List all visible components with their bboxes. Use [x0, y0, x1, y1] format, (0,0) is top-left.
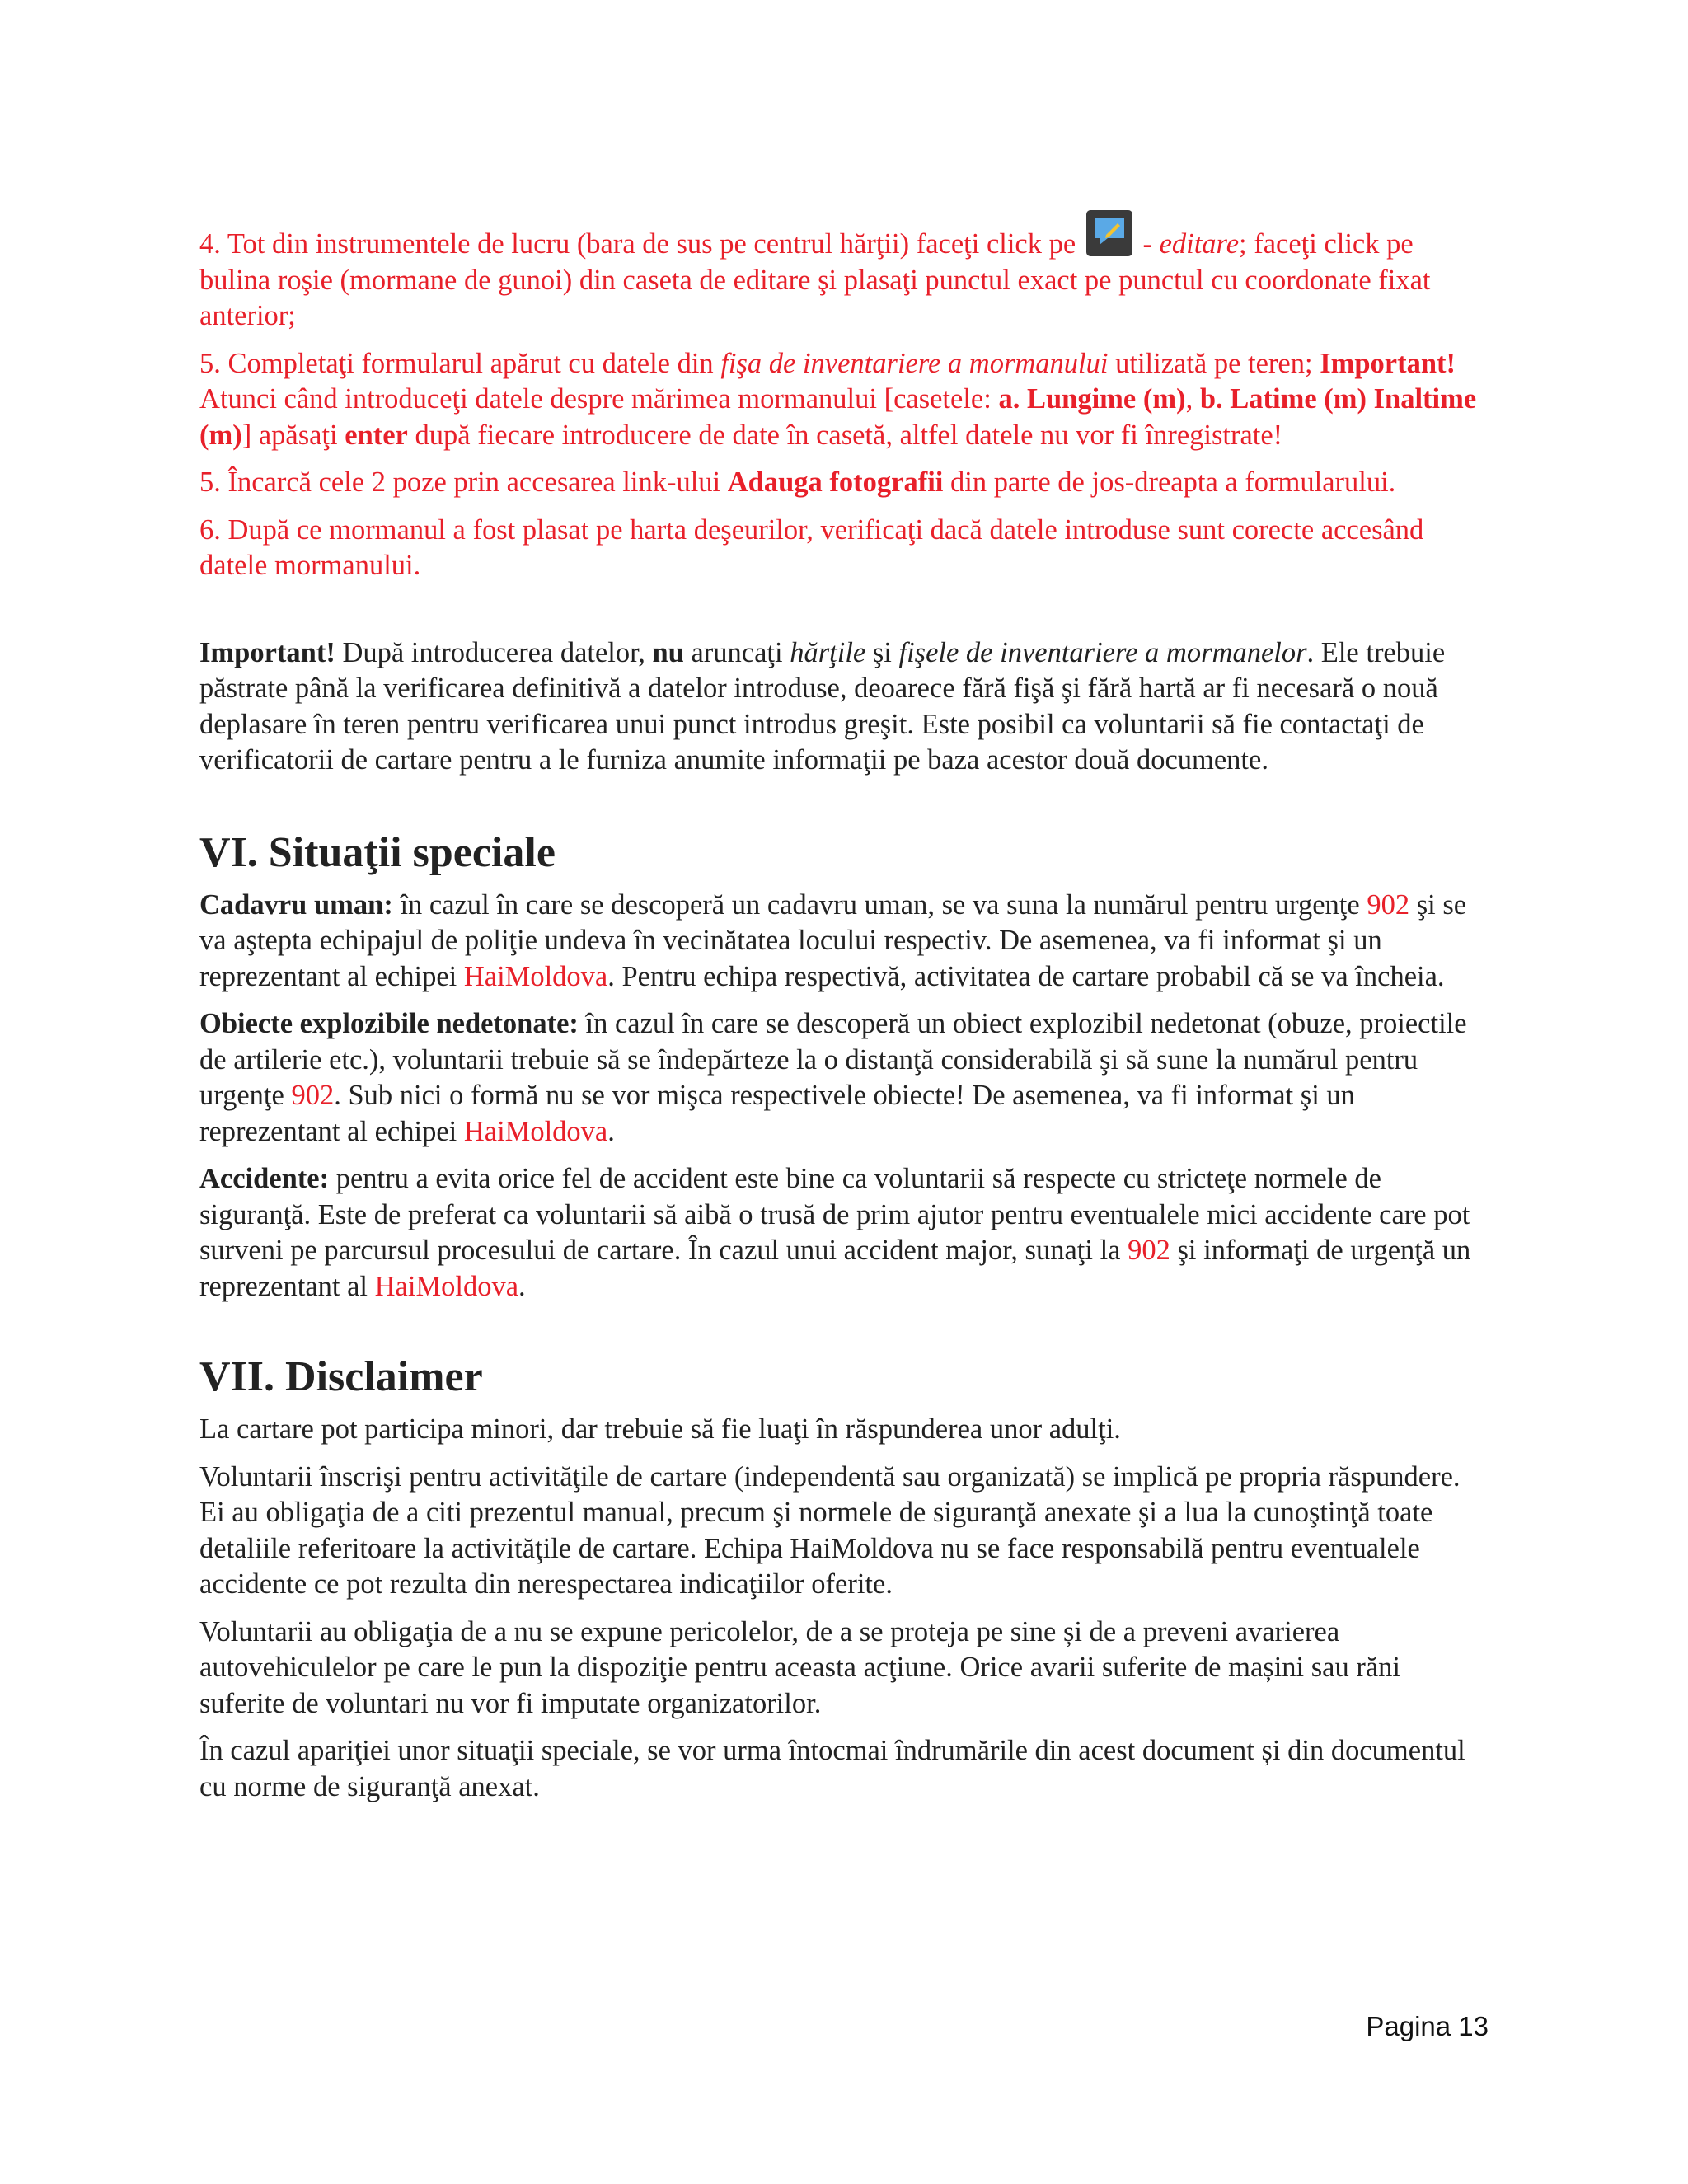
important-note: Important! După introducerea datelor, nu aruncaţi hărţile şi fişele de inventariere a mormanelor. Ele trebuie păstrate până la verificarea definitivă a datelor introduse, deoarece fără fişă şi fără hartă ar fi necesară o nouă deplasare în teren pentru verificarea unui punct introdus greşit. Este posibil ca voluntarii să fie contactaţi de verificatorii de cartare pentru a le furniza anumite informaţii pe baza acestor două documente. [199, 636, 1446, 776]
org-name: HaiMoldova [463, 960, 608, 992]
page-content [199, 210, 1485, 1816]
disclaimer-paragraph-2: Voluntarii înscrişi pentru activităţile de cartare (independentă sau organizată) se implică pe propria răspundere. Ei au obligaţia de a citi prezentul manual, precum şi normele de siguranţă anexate şi a lua la cunoştinţă toate detaliile referitoare la activităţile de cartare. Echipa HaiMoldova nu se face responsabilă pentru eventualele accidente ce pot rezulta din nerespectarea indicaţiilor oferite. [199, 1460, 1461, 1600]
step-5-photos: 5. Încarcă cele 2 poze prin accesarea link-ului Adauga fotografii din parte de jos-dreapta a formularului. [199, 466, 1396, 498]
step-5: 5. Completaţi formularul apărut cu datele din fişa de inventariere a mormanului utilizată pe teren; Important! Atunci când introduceţi datele despre mărimea mormanului [casetele: a. Lungime (m), b. Latime (m) Inaltime (m)] apăsaţi enter după fiecare introducere de date în casetă, altfel datele nu vor fi înregistrate! [199, 347, 1477, 451]
step-4: 4. Tot din instrumentele de lucru (bara de sus pe centrul hărţii) faceţi click pe - editare; faceţi click pe bulina roşie (mormane de gunoi) din caseta de editare şi plasaţi punctul exact pe punctul cu coordonate fixat anterior; [199, 210, 1485, 335]
org-name: HaiMoldova [374, 1270, 519, 1302]
emergency-number: 902 [1128, 1235, 1170, 1266]
edit-icon [1086, 210, 1132, 256]
org-name: HaiMoldova [463, 1115, 608, 1147]
paragraph-explosives: Obiecte explozibile nedetonate: în cazul în care se descoperă un obiect explozibil nedetonat (obuze, proiectile de artilerie etc.), voluntarii trebuie să se îndepărteze la o distanţă considerabilă şi să sune la numărul pentru urgenţe 902. Sub nici o formă nu se vor mişca respectivele obiecte! De asemenea, va fi informat şi un reprezentant al echipei HaiMoldova. [199, 1008, 1467, 1147]
disclaimer-paragraph-4: În cazul apariţiei unor situaţii speciale, se vor urma întocmai îndrumările din acest document și din documentul cu norme de siguranţă anexat. [199, 1735, 1465, 1802]
emergency-number: 902 [291, 1080, 335, 1111]
paragraph-human-body: Cadavru uman: în cazul în care se descoperă un cadavru uman, se va suna la numărul pentru urgenţe 902 şi se va aştepta echipajul de poliţie undeva în vecinătatea locului respectiv. De asemenea, va fi informat şi un reprezentant al echipei HaiMoldova. Pentru echipa respectivă, activitatea de cartare probabil că se va încheia. [199, 888, 1467, 992]
section-special-situations-title: VI. Situaţii speciale [199, 828, 556, 876]
paragraph-accidents: Accidente: pentru a evita orice fel de accident este bine ca voluntarii să respecte cu stricteţe normele de siguranţă. Este de preferat ca voluntarii să aibă o trusă de prim ajutor pentru eventualele mici accidente care pot surveni pe parcursul procesului de cartare. În cazul unui accident major, sunaţi la 902 şi informaţi de urgenţă un reprezentant al HaiMoldova. [199, 1163, 1471, 1302]
emergency-number: 902 [1367, 888, 1410, 921]
page-number: Pagina 13 [1366, 2011, 1489, 2041]
disclaimer-paragraph-3: Voluntarii au obligaţia de a nu se expune pericolelor, de a se proteja pe sine și de a preveni avarierea autovehiculelor pe care le pun la dispoziţie pentru aceasta acţiune. Orice avarii suferite de mașini sau răni suferite de voluntari nu vor fi imputate organizatorilor. [199, 1615, 1400, 1719]
step-6: 6. După ce mormanul a fost plasat pe harta deşeurilor, verificaţi dacă datele introduse sunt corecte accesând datele mormanului. [199, 513, 1424, 581]
disclaimer-paragraph-1: La cartare pot participa minori, dar trebuie să fie luaţi în răspunderea unor adulţi. [199, 1413, 1121, 1445]
section-disclaimer-title: VII. Disclaimer [199, 1353, 483, 1400]
